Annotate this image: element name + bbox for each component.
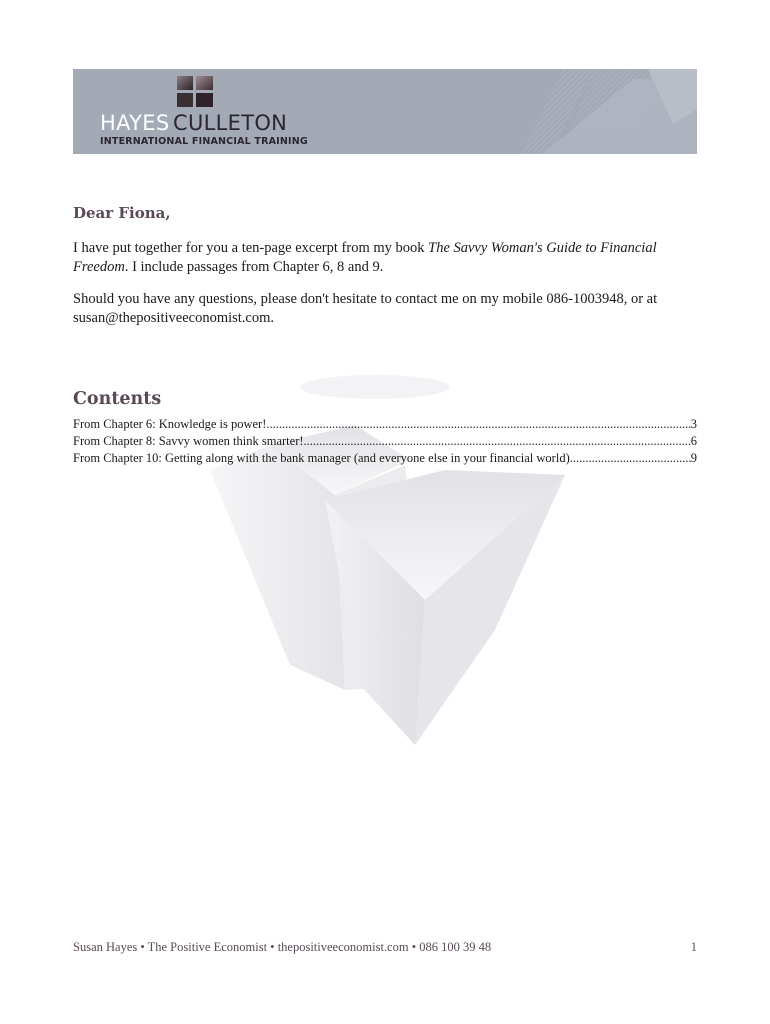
greeting: Dear Fiona, — [73, 204, 171, 222]
toc-entry-title: From Chapter 8: Savvy women think smarter! — [73, 434, 304, 448]
footer-text: Susan Hayes • The Positive Economist • thepositiveeconomist.com • 086 100 39 48 — [73, 940, 492, 954]
toc-entry-chapter-10[interactable] — [73, 450, 697, 467]
toc-entry-title: From Chapter 10: Getting along with the bank manager (and everyone else in your financial world) — [73, 451, 570, 465]
page-footer — [73, 940, 697, 955]
toc-leader-dots — [266, 416, 690, 433]
intro-text-end: . I include passages from Chapter 6, 8 and 9. — [124, 259, 384, 275]
book-title: The Savvy Woman's Guide to Financial Freedom — [73, 240, 657, 275]
toc-entry-page: 9 — [690, 451, 697, 465]
toc-entry-title: From Chapter 6: Knowledge is power! — [73, 417, 267, 431]
logo-squares-icon — [177, 76, 215, 107]
logo-culleton-text: CULLETON — [173, 111, 288, 135]
logo-hayes-text: HAYES — [100, 111, 170, 135]
toc-entry-chapter-6[interactable] — [73, 416, 697, 433]
toc-leader-dots — [304, 433, 691, 450]
contact-paragraph: Should you have any questions, please don't hesitate to contact me on my mobile 086-1003948, or at susan@thepositiveeconomist.com. — [73, 291, 658, 326]
table-of-contents — [73, 416, 697, 467]
page-number: 1 — [690, 940, 697, 954]
toc-entry-chapter-8[interactable] — [73, 433, 697, 450]
header-banner — [73, 69, 697, 154]
toc-leader-dots — [570, 450, 691, 467]
intro-paragraph — [73, 239, 703, 277]
toc-entry-page: 3 — [690, 417, 697, 431]
logo-tagline: INTERNATIONAL FINANCIAL TRAINING — [100, 136, 308, 147]
toc-entry-page: 6 — [690, 434, 697, 448]
contents-heading: Contents — [73, 389, 162, 409]
intro-text-start: I have put together for you a ten-page excerpt from my book — [73, 240, 429, 256]
